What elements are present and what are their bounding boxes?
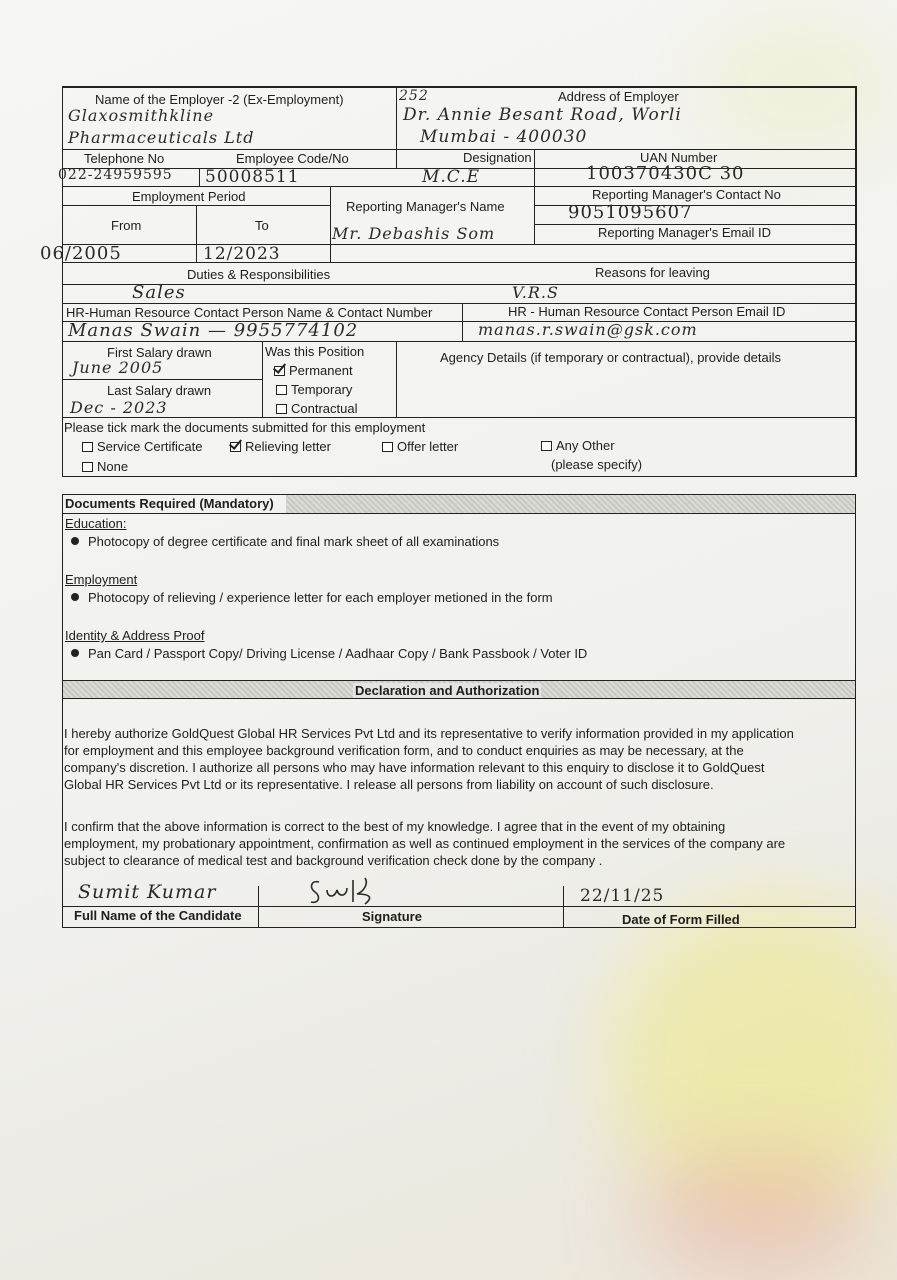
duties-value: Sales [132, 282, 186, 303]
first-salary-value: June 2005 [72, 358, 164, 377]
address-number: 252 [399, 88, 429, 104]
rm-email-label: Reporting Manager's Email ID [598, 225, 771, 240]
designation-label: Designation [463, 150, 532, 165]
doc-offer-letter[interactable]: Offer letter [382, 439, 458, 454]
checkbox[interactable] [82, 442, 93, 452]
from-label: From [111, 218, 142, 233]
pink-stain [640, 1150, 870, 1280]
yellow-stain-top [700, 20, 897, 150]
declaration-paragraph-1: I hereby authorize GoldQuest Global HR Services Pvt Ltd and its representative to verify information provided in my application for employment and this employee background verification form, and to conduct enquiries as may be necessary, at the company's discretion. I authorize all persons who may have information relevant to this enquiry to disclose it to GoldQuest Global HR Services Pvt Ltd or its representative. I release all persons from liability on account of such disclosure. [64, 726, 794, 792]
documents-required-title: Documents Required (Mandatory) [65, 496, 274, 511]
education-item: Photocopy of degree certificate and final mark sheet of all examinations [71, 534, 499, 549]
hr-email-label: HR - Human Resource Contact Person Email ID [508, 304, 786, 319]
address-line2: Mumbai - 400030 [420, 127, 588, 147]
to-value: 12/2023 [203, 244, 281, 264]
duties-label: Duties & Responsibilities [187, 267, 331, 282]
rm-name-value: Mr. Debashis Som [332, 224, 496, 243]
uan-label: UAN Number [640, 150, 718, 165]
hr-name-label: HR-Human Resource Contact Person Name & Contact Number [66, 305, 433, 320]
rm-name-label: Reporting Manager's Name [346, 199, 505, 214]
uan-value: 100370430C 30 [586, 163, 745, 184]
telephone-value: 022-24959595 [58, 167, 173, 183]
emp-code-value: 50008511 [205, 167, 300, 187]
checkbox-checked[interactable] [230, 442, 241, 452]
hr-email-value: manas.r.swain@gsk.com [478, 320, 698, 339]
position-temporary[interactable]: Temporary [276, 382, 352, 397]
period-label: Employment Period [132, 189, 246, 204]
from-value: 06/2005 [40, 243, 122, 264]
education-heading: Education: [65, 516, 127, 531]
rm-contact-value: 9051095607 [568, 202, 693, 223]
emp-code-label: Employee Code/No [236, 151, 349, 166]
identity-item: Pan Card / Passport Copy/ Driving License / Aadhaar Copy / Bank Passbook / Voter ID [71, 646, 587, 661]
agency-label: Agency Details (if temporary or contractual), provide details [440, 350, 782, 365]
position-label: Was this Position [265, 344, 365, 359]
bullet-icon [71, 649, 79, 657]
position-contractual[interactable]: Contractual [276, 401, 357, 416]
signature-label: Signature [362, 909, 422, 924]
candidate-name-value: Sumit Kumar [78, 881, 217, 903]
declaration-paragraph-2: I confirm that the above information is correct to the best of my knowledge. I agree that in the event of my obtaining employment, my probationary appointment, confirmation as well as continued employment in the services of the company are subject to clearance of medical test and background verification check done by the company . [64, 819, 786, 868]
yellow-stain [610, 900, 897, 1220]
checkbox[interactable] [276, 385, 287, 395]
reason-label: Reasons for leaving [595, 265, 710, 280]
doc-any-other[interactable]: Any Other [541, 438, 615, 453]
checkbox[interactable] [382, 442, 393, 452]
doc-none[interactable]: None [82, 459, 128, 474]
address-label: Address of Employer [558, 89, 679, 104]
telephone-label: Telephone No [84, 151, 165, 166]
date-value: 22/11/25 [580, 886, 665, 906]
declaration-title: Declaration and Authorization [355, 683, 540, 698]
checkbox-checked[interactable] [274, 366, 285, 376]
checkbox[interactable] [82, 462, 93, 472]
employer-name-line1: Glaxosmithkline [68, 106, 215, 125]
candidate-name-label: Full Name of the Candidate [74, 908, 242, 923]
signature-scribble [305, 874, 415, 908]
position-permanent[interactable]: Permanent [274, 363, 353, 378]
hr-name-value: Manas Swain — 9955774102 [68, 320, 359, 341]
employment-item: Photocopy of relieving / experience letter for each employer metioned in the form [71, 590, 553, 605]
identity-heading: Identity & Address Proof [65, 628, 205, 643]
doc-relieving-letter[interactable]: Relieving letter [230, 439, 331, 454]
bullet-icon [71, 537, 79, 545]
employment-heading: Employment [65, 572, 138, 587]
designation-value: M.C.E [422, 167, 481, 187]
doc-please-specify: (please specify) [551, 457, 643, 472]
employer-name-label: Name of the Employer -2 (Ex-Employment) [95, 92, 344, 107]
last-salary-value: Dec - 2023 [70, 398, 168, 417]
employer-name-line2: Pharmaceuticals Ltd [68, 128, 255, 147]
doc-service-certificate[interactable]: Service Certificate [82, 439, 202, 454]
documents-required-band [286, 495, 855, 513]
date-label: Date of Form Filled [622, 912, 740, 927]
checkbox[interactable] [276, 404, 287, 414]
documents-prompt: Please tick mark the documents submitted for this employment [64, 420, 426, 435]
first-salary-label: First Salary drawn [107, 345, 212, 360]
last-salary-label: Last Salary drawn [107, 383, 212, 398]
to-label: To [255, 218, 269, 233]
checkbox[interactable] [541, 441, 552, 451]
bullet-icon [71, 593, 79, 601]
rm-contact-label: Reporting Manager's Contact No [592, 187, 781, 202]
reason-value: V.R.S [512, 283, 559, 302]
address-line1: Dr. Annie Besant Road, Worli [403, 105, 682, 125]
